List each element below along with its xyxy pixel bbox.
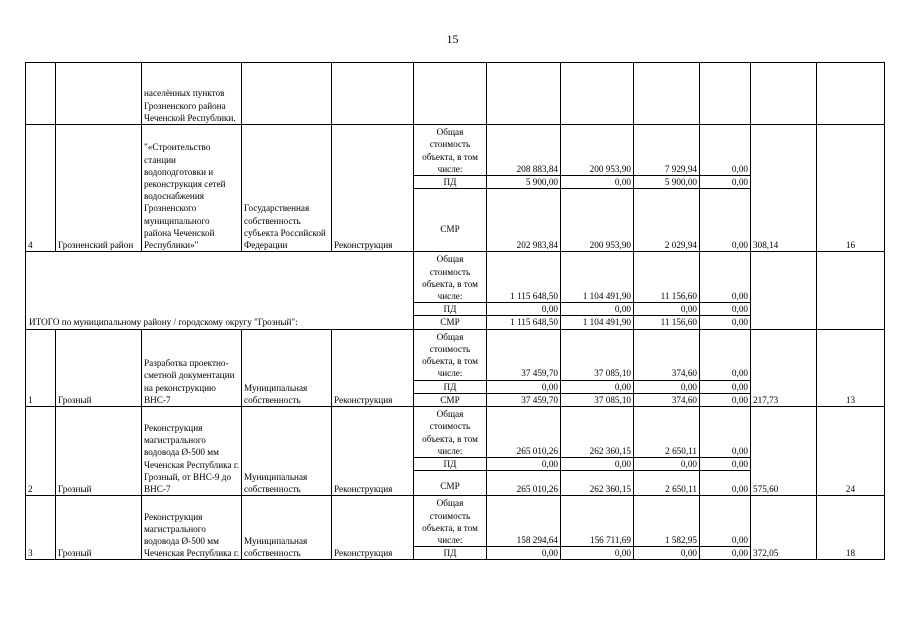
row-number: 2: [26, 407, 56, 496]
value-cell: 0,00: [634, 380, 700, 393]
work-type-cell: [332, 63, 414, 125]
value-cell: 2 029,94: [634, 189, 700, 252]
cost-label: ПД: [414, 547, 487, 560]
district-cell: Грозный: [56, 407, 142, 496]
value-cell: 0,00: [634, 547, 700, 560]
value-cell: 0,00: [561, 303, 634, 316]
ownership-cell: [242, 63, 332, 125]
value-cell: 37 459,70: [487, 329, 561, 380]
value-cell: 374,60: [634, 393, 700, 406]
value-cell: 0,00: [561, 176, 634, 189]
cost-label: Общая стоимость объекта, в том числе:: [414, 496, 487, 547]
total-row: [26, 252, 885, 303]
table-row: [26, 125, 885, 176]
cost-label: Общая стоимость объекта, в том числе:: [414, 125, 487, 176]
value-cell: 0,00: [700, 303, 751, 316]
cost-label: ПД: [414, 458, 487, 471]
capacity-cell: 575,60: [751, 407, 817, 496]
value-cell: 0,00: [487, 547, 561, 560]
value-cell: 262 360,15: [561, 471, 634, 496]
value-cell: 200 953,90: [561, 189, 634, 252]
table-row: [26, 496, 885, 547]
cost-label: Общая стоимость объекта, в том числе:: [414, 252, 487, 303]
value-cell: 2 650,11: [634, 407, 700, 458]
value-cell: 208 883,84: [487, 125, 561, 176]
value-cell: 0,00: [700, 380, 751, 393]
value-cell: 1 115 648,50: [487, 252, 561, 303]
cost-label: Общая стоимость объекта, в том числе:: [414, 329, 487, 380]
investment-table: [25, 62, 885, 560]
district-cell: [56, 63, 142, 125]
district-cell: Грозный: [56, 496, 142, 560]
value-cell: 0,00: [561, 547, 634, 560]
table-row: [26, 63, 885, 125]
value-cell: 158 294,64: [487, 496, 561, 547]
value-cell: 0,00: [700, 471, 751, 496]
cost-label: СМР: [414, 471, 487, 496]
value-cell: 1 104 491,90: [561, 252, 634, 303]
ownership-cell: Государственная собственность субъекта Российской Федерации: [242, 125, 332, 252]
object-name: Реконструкция магистрального водовода Ø-500 мм Чеченская Республика г. Грозный, от ВНС-9 до ВНС-7: [142, 407, 242, 496]
district-cell: Грозный: [56, 329, 142, 406]
value-cell: 200 953,90: [561, 125, 634, 176]
value-cell: 0,00: [700, 393, 751, 406]
value-cell: 374,60: [634, 329, 700, 380]
value-cell: 1 582,95: [634, 496, 700, 547]
cost-label: СМР: [414, 393, 487, 406]
value-cell: 37 459,70: [487, 393, 561, 406]
cost-label: Общая стоимость объекта, в том числе:: [414, 407, 487, 458]
value-cell: 1 115 648,50: [487, 316, 561, 329]
ownership-cell: Муниципальная собственность: [242, 407, 332, 496]
total-label: ИТОГО по муниципальному району / городскому округу "Грозный":: [26, 252, 414, 329]
object-name: "«Строительство станции водоподготовки и реконструкция сетей водоснабжения Грозненского муниципального района Чеченской Республики»": [142, 125, 242, 252]
value-cell: 0,00: [700, 329, 751, 380]
value-cell: 0,00: [700, 458, 751, 471]
table-row: [26, 407, 885, 458]
value-cell: 265 010,26: [487, 407, 561, 458]
value-cell: 11 156,60: [634, 316, 700, 329]
cost-label: СМР: [414, 189, 487, 252]
value-cell: 2 650,11: [634, 471, 700, 496]
extra-cell: 18: [817, 496, 885, 560]
work-type-cell: Реконструкция: [332, 329, 414, 406]
object-name: Реконструкция магистрального водовода Ø-500 мм Чеченская Республика г.: [142, 496, 242, 560]
ownership-cell: Муниципальная собственность: [242, 329, 332, 406]
object-name: Разработка проектно-сметной документации на реконструкцию ВНС-7: [142, 329, 242, 406]
value-cell: 11 156,60: [634, 252, 700, 303]
cost-label: СМР: [414, 316, 487, 329]
cost-label-cell: [414, 63, 487, 125]
value-cell: 0,00: [487, 303, 561, 316]
capacity-cell: 308,14: [751, 125, 817, 252]
extra-cell: 16: [817, 125, 885, 252]
cost-label: ПД: [414, 380, 487, 393]
table-row: [26, 329, 885, 380]
value-cell: 7 929,94: [634, 125, 700, 176]
value-cell: 0,00: [700, 189, 751, 252]
page-number: 15: [446, 32, 459, 46]
value-cell: 5 900,00: [634, 176, 700, 189]
value-cell: 0,00: [487, 458, 561, 471]
value-cell: 0,00: [634, 458, 700, 471]
row-number: 4: [26, 125, 56, 252]
value-cell: 0,00: [700, 252, 751, 303]
value-cell: 156 711,69: [561, 496, 634, 547]
capacity-cell: 217,73: [751, 329, 817, 406]
cost-label: ПД: [414, 303, 487, 316]
value-cell: 0,00: [700, 316, 751, 329]
value-cell: 0,00: [561, 458, 634, 471]
capacity-cell: 372,05: [751, 496, 817, 560]
row-number: 3: [26, 496, 56, 560]
row-number: [26, 63, 56, 125]
value-cell: 0,00: [700, 176, 751, 189]
value-cell: 0,00: [700, 407, 751, 458]
value-cell: 0,00: [700, 547, 751, 560]
row-number: 1: [26, 329, 56, 406]
ownership-cell: Муниципальная собственность: [242, 496, 332, 560]
value-cell: 5 900,00: [487, 176, 561, 189]
value-cell: 1 104 491,90: [561, 316, 634, 329]
value-cell: 0,00: [700, 125, 751, 176]
district-cell: Грозненский район: [56, 125, 142, 252]
value-cell: 265 010,26: [487, 471, 561, 496]
extra-cell: 24: [817, 407, 885, 496]
value-cell: 0,00: [487, 380, 561, 393]
cost-label: ПД: [414, 176, 487, 189]
value-cell: 37 085,10: [561, 393, 634, 406]
object-name: населённых пунктов Грозненского района Чеченской Республики.: [142, 63, 242, 125]
work-type-cell: Реконструкция: [332, 125, 414, 252]
value-cell: 0,00: [634, 303, 700, 316]
work-type-cell: Реконструкция: [332, 407, 414, 496]
value-cell: 202 983,84: [487, 189, 561, 252]
value-cell: 0,00: [700, 496, 751, 547]
value-cell: 37 085,10: [561, 329, 634, 380]
value-cell: 262 360,15: [561, 407, 634, 458]
work-type-cell: Реконструкция: [332, 496, 414, 560]
extra-cell: 13: [817, 329, 885, 406]
value-cell: 0,00: [561, 380, 634, 393]
